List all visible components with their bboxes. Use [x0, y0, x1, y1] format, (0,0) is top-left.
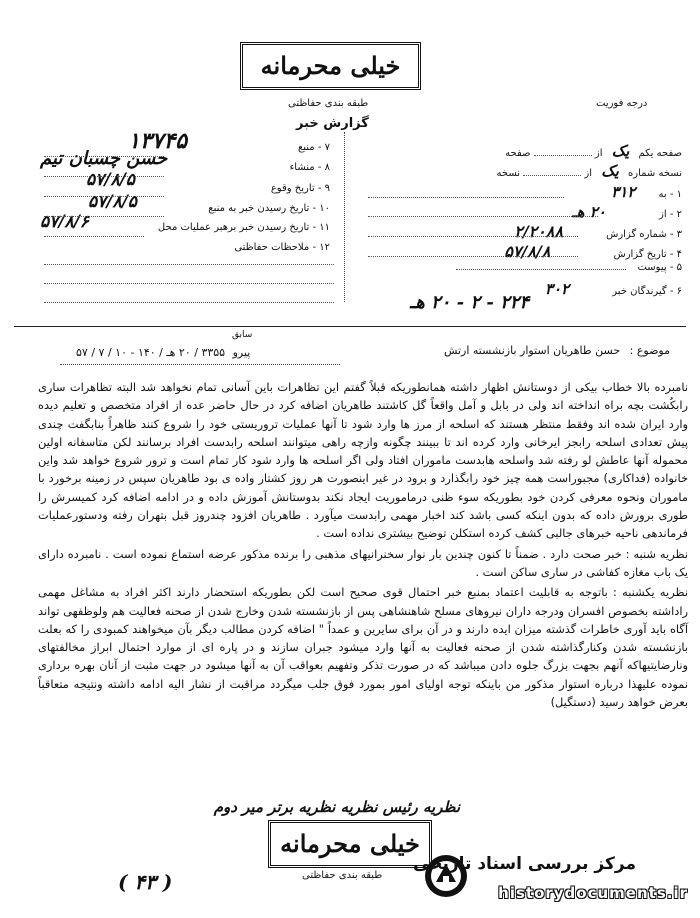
field-from: ۲ - از ۲۰ هـ — [572, 203, 682, 221]
subject-ref-label: سابق — [232, 330, 253, 340]
dotted-line — [44, 283, 334, 284]
handwritten-note: نظریه رئیس نظریه نظریه برتر میر دوم — [213, 798, 460, 816]
page-mark: ( ۴۳ ) — [118, 870, 173, 894]
field-source-value: ۱۳۷۴۵ — [128, 128, 188, 154]
report-title: گزارش خبر — [296, 116, 369, 131]
dotted-line — [368, 256, 578, 257]
urgency-label: درجه فوریت — [596, 98, 648, 109]
dotted-line — [44, 236, 144, 237]
field-source-received-date-value: ۵۷/۸/۵ — [88, 192, 137, 212]
field-copy-number: نسخه شماره یک از نسخه — [496, 162, 682, 180]
field-report-number: ۳ - شماره گزارش ۲/۲۰۸۸ — [514, 222, 682, 241]
field-attachment: ۵ - پیوست — [456, 262, 682, 273]
field-operations-received-date-value: ۵۷/۸/۶ — [40, 212, 89, 232]
subject-ref-underline — [60, 364, 340, 365]
subject-reference — [76, 346, 250, 359]
dotted-line — [368, 236, 578, 237]
subject-ref-number: ۳۳۵۵ / ۲۰ هـ / ۱۴۰ - ۱۰ / ۷ / ۵۷ — [76, 346, 226, 359]
field-source-received-date: ۱۰ - تاریخ رسیدن خبر به منبع — [208, 203, 330, 214]
body-paragraph-report: نامبرده بالا خطاب بیکی از دوستانش اظهار داشته همانطوریکه قبلاً گفتم این تظاهرات باین آسانی تمام نخواهد شد البته تظاهرات ساری رابکُشت بچه براه انداخته اند ولی در بابل و آمل واقعاً گل کاشتند طاهریان اضافه کرد در حال حاضر عده از افراد متخصص و تعلیم دیده وارد ایران شده اند وفقط منتظر هستند که اسلحه از مرز ها وارد شود تا آنها عملیات تروریستی خود را شروع کنند ظاهراً بنابگفت چندی پیش تعدادی اسلحه رابجز ایرخانی وارد کرده اند تا ببینند چگونه وازچه راهی میتوانند اسلحه رابدست افراد برسانند لکن متاسفانه اولین محموله آنها عاطش لو رفته شد واسلحه هابدست ماموران افتاد ولی اگر اسلحه ها وارد شود کار تمام است و ترور شروع خواهد شد واین خانواده (فداکاری) مجبوراست همه چیز خود رابگذارد و برود در غیر اینصورت هر روز کشتار واده ی بود طاهریان سپس در زمینه برخورد با ماموران ونحوه معرفی کردن خود بطوریکه سوء ظنی درماموریت ایجاد نکند بدوستانش آموزش داده و در ادامه اضافه کرد کمیسرش را طوری برورش داده که بدون اینکه کسی باشد کند اخبار مهمی رابدست میآورد . طاهریان افزود چندروز قبل بتهران رفته ودستورعملیات فرماندهی ناحیه خبرهای جالبی کشف کرده استکلن توضیح بیشتری نداده است . — [38, 380, 688, 541]
dotted-line — [44, 196, 164, 197]
classification-stamp-top: خیلی محرمانه — [240, 42, 421, 90]
subject-text: حسن طاهریان استوار بازنشسته ارتش — [443, 344, 621, 357]
field-source: ۷ - منبع — [297, 142, 330, 153]
classification-stamp-bottom: خیلی محرمانه — [268, 820, 432, 868]
subject-line — [444, 344, 670, 357]
field-page-number: صفحه یکم یک از صفحه — [505, 142, 682, 160]
field-to: ۱ - به ۳۱۲ — [611, 183, 682, 201]
subject-ref-prefix: پیرو — [232, 346, 251, 359]
dotted-line — [44, 156, 164, 157]
field-recipients: ۶ - گیرندگان خبر ۳۰۲ — [544, 280, 682, 298]
report-body — [38, 378, 688, 711]
body-paragraph-saturday-opinion: نظریه شنبه : خبر صحت دارد . ضمناً تا کنون چندین بار نوار سخنرانیهای مذهبی را برنده مذکور عرضه استماع نموده است . نامبرده دارای یک باب مغازه کفاشی در ساری ساکن است . — [38, 546, 688, 579]
field-security-notes: ۱۲ - ملاحظات حفاظتی — [234, 242, 330, 253]
dotted-line — [44, 302, 334, 303]
field-origin: ۸ - منشاء — [289, 162, 330, 173]
field-occurrence-date: ۹ - تاریخ وقوع — [270, 183, 330, 194]
classification-caption-bottom: طبقه بندی حفاظتی — [302, 870, 383, 881]
dotted-line — [368, 197, 564, 198]
header-separator — [14, 326, 686, 327]
field-origin-value: حسن چسبان تیم — [40, 148, 168, 169]
dotted-line — [44, 216, 164, 217]
watermark-title: مرکز بررسی اسناد تاریخی — [413, 854, 636, 874]
watermark — [413, 850, 694, 912]
dotted-line — [368, 216, 598, 217]
dotted-line — [44, 264, 334, 265]
watermark-url: historydocuments.ir — [498, 884, 688, 902]
field-report-date: ۴ - تاریخ گزارش ۵۷/۸/۸ — [504, 242, 682, 261]
subject-label: موضوع : — [629, 344, 670, 357]
handwritten-distribution: ۲۲۴ - ۲ - ۲۰ هـ — [410, 292, 530, 313]
field-column-divider — [344, 132, 345, 302]
field-operations-received-date: ۱۱ - تاریخ رسیدن خبر برهبر عملیات محل — [157, 222, 330, 233]
classification-caption-top: طبقه بندی حفاظتی — [288, 98, 369, 109]
field-occurrence-date-value: ۵۷/۸/۵ — [86, 170, 135, 190]
body-paragraph-sunday-opinion: نظریه یکشنبه : باتوجه به قابلیت اعتماد بمنبع خبر احتمال قوی صحیح است لکن بطوریکه استحضار دارند اکثر افراد به مشاغل مهمی راداشته بخصوص افسران ودرجه داران نیروهای مسلح شاهنشاهی پس از بازنشسته شدن وخارج شدن از صحنه فعالیت هم ولوظفهی تواند آگاه باید آوری خاطرات گذشته میزان ایده دارند و در آن برای سایرین و عمداً " اضافه کردن مطالب دیگر بآن میخواهند کمبودی را که بعلت بازنشسته شدن وکنارگذاشته شدن از صحنه فعالیت به آنها وارد میشود جبران سازند و در پاره ای از موارد احتمال ابراز مخالفتهای ونارضایتیهاکه آنهم بجهت بزرگ جلوه دادن میباشد که در صورت تذکر وتفهیم بعواقب آن به آنها میشود در جهت مثبت از آنان بهره برداری نموده علیهذا درباره استوار مذکور من باینکه توجه اولیای امور بمورد فوق جلب میگردد مراقبت از نشار الیه ادامه داشته ونتیجه متعاقباً بعرض خواهد رسید (دستگیل) — [38, 585, 688, 710]
dotted-line — [44, 176, 164, 177]
